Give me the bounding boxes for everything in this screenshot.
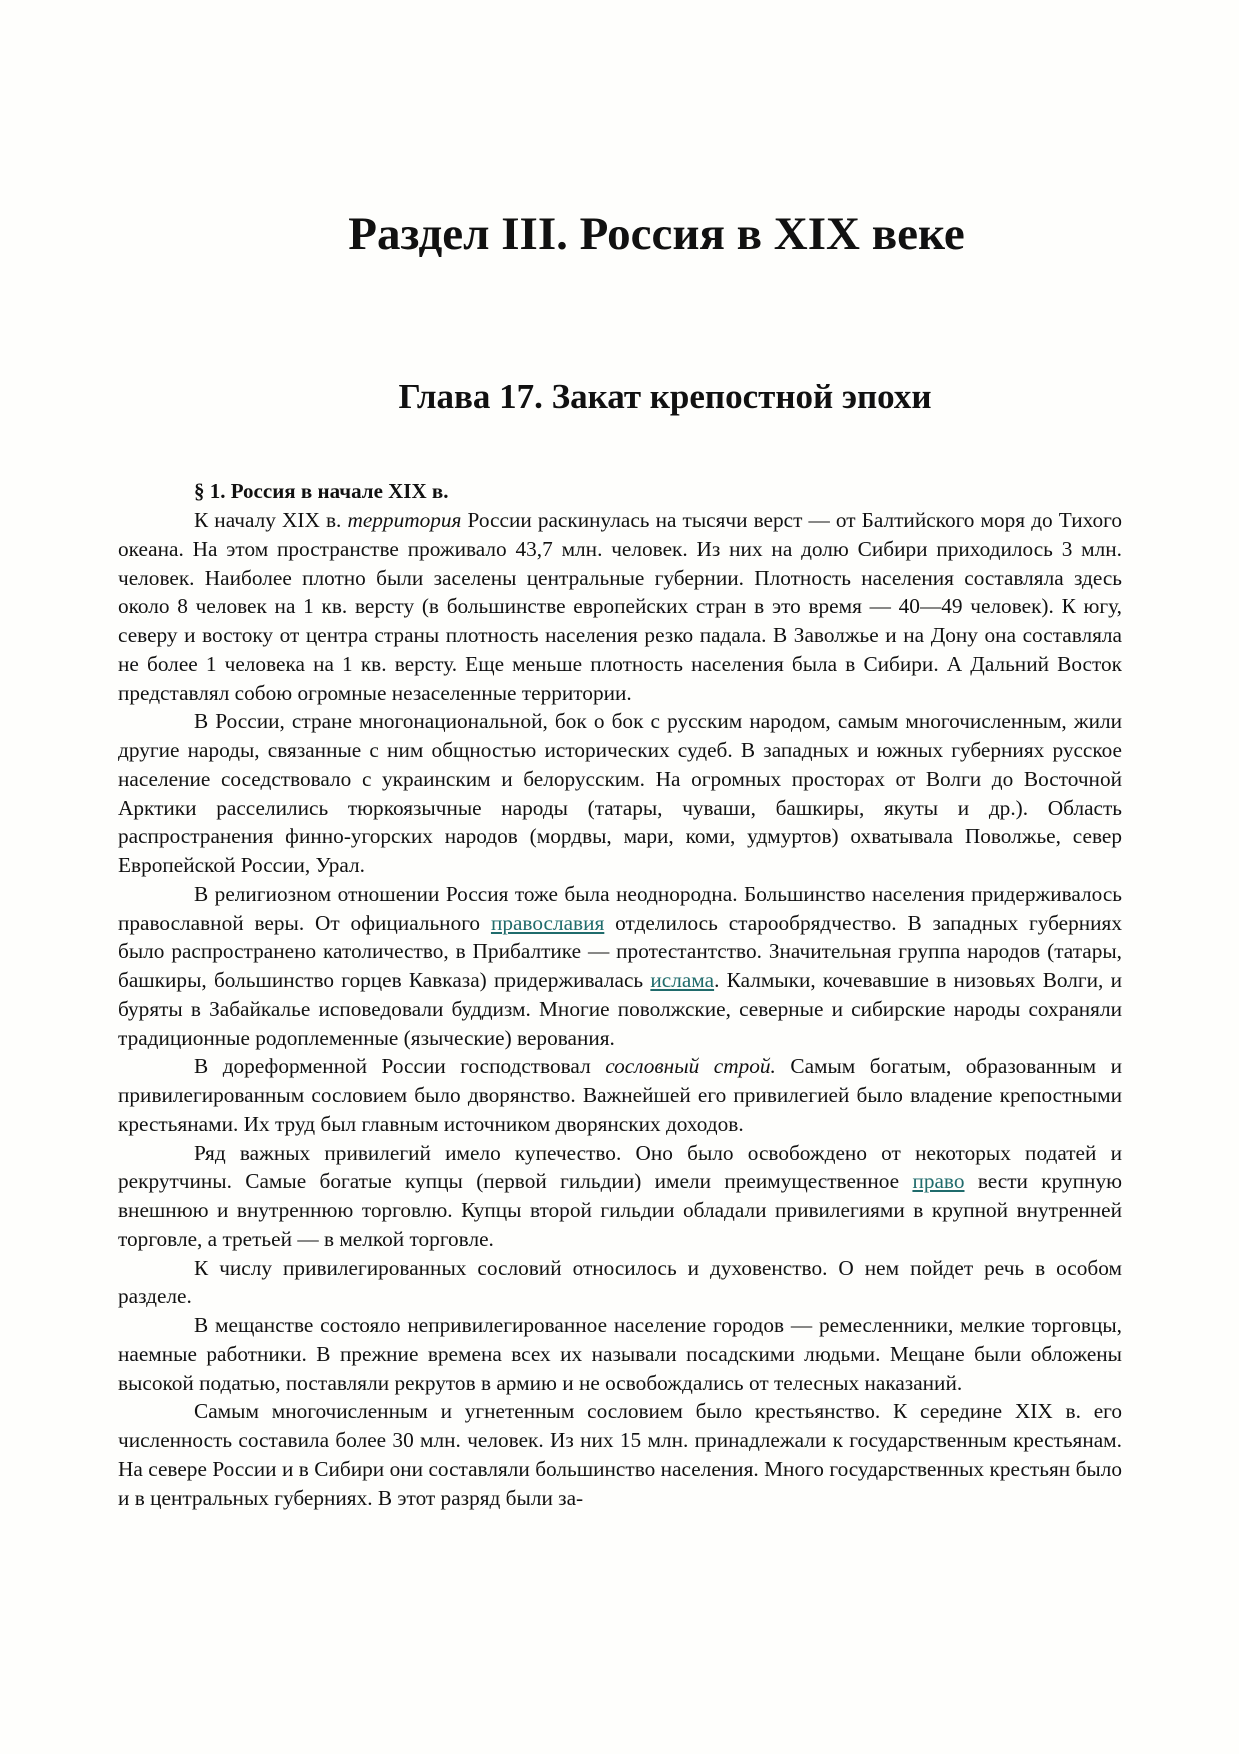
- paragraph-territory: [118, 506, 1122, 707]
- text-run: В религиозном отношении Россия тоже была неоднородна. Большинство населения придерживалось православной веры. От официального: [118, 881, 1122, 935]
- paragraph-religion: [118, 880, 1122, 1053]
- chapter-title: Глава 17. Закат крепостной эпохи: [398, 377, 932, 416]
- link-islam[interactable]: ислама: [650, 968, 715, 992]
- paragraph-heading: § 1. Россия в начале XIX в.: [194, 479, 449, 503]
- text-run: К началу XIX в.: [194, 508, 348, 532]
- emphasis-estate-system: сословный строй.: [605, 1054, 776, 1079]
- link-right[interactable]: право: [912, 1169, 965, 1194]
- paragraph-estates: [118, 1052, 1122, 1138]
- text-run: Ряд важных привилегий имело купечество. Оно было освобождено от некоторых податей и рекрутчины. Самые богатые купцы (первой гильдии) имели преимущественное: [118, 1140, 1122, 1194]
- paragraph-peoples: В России, стране многонациональной, бок о бок с русским народом, самым многочисленным, жили другие народы, связанные с ним общностью исторических судеб. В западных и южных губерниях русское население соседствовало с украинским и белорусским. На огромных просторах от Волги до Восточной Арктики расселились тюркоязычные народы (татары, чуваши, башкиры, якуты и др.). Область распространения финно-угорских народов (мордвы, мари, коми, удмуртов) охватывала Поволжье, север Европейской России, Урал.: [118, 709, 1122, 877]
- link-orthodoxy[interactable]: православия: [490, 910, 605, 935]
- text-run: отделилось старообрядчество. В западных губерниях было распространено католичество, в Прибалтике — протестантство. Значительная группа народов (татары, башкиры, большинство горцев Кавказа) придерживалась: [118, 910, 1122, 992]
- text-run: Самым богатым, образованным и привилегированным сословием было дворянство. Важнейшей его привилегией было владение крепостными крестьянами. Их труд был главным источником дворянских доходов.: [118, 1054, 1122, 1136]
- text-run: вести крупную внешнюю и внутреннюю торговлю. Купцы второй гильдии обладали привилегиями в крупной внутренней торговле, а третьей — в мелкой торговле.: [118, 1169, 1122, 1251]
- text-run: В дореформенной России господствовал: [194, 1054, 606, 1079]
- paragraph-peasantry: Самым многочисленным и угнетенным сословием было крестьянство. К середине XIX в. его численность составила более 30 млн. человек. Из них 15 млн. принадлежали к государственным крестьянам. На севере России и в Сибири они составляли большинство населения. Много государственных крестьян было и в центральных губерниях. В этот разряд были за-: [118, 1399, 1122, 1510]
- text-run: . Калмыки, кочевавшие в низовьях Волги, и буряты в Забайкалье исповедовали буддизм. Многие поволжские, северные и сибирские народы сохраняли традиционные родоплеменные (языческие) верования.: [118, 968, 1122, 1050]
- emphasis-territory: территория: [347, 508, 462, 532]
- paragraph-townspeople: В мещанстве состояло непривилегированное население городов — ремесленники, мелкие торговцы, наемные работники. В прежние времена всех их называли посадскими людьми. Мещане были обложены высокой податью, поставляли рекрутов в армию и не освобождались от телесных наказаний.: [118, 1313, 1122, 1395]
- text-run: России раскинулась на тысячи верст — от Балтийского моря до Тихого океана. На этом пространстве проживало 43,7 млн. человек. Из них на долю Сибири приходилось 3 млн. человек. Наиболее плотно были заселены центральные губернии. Плотность населения составляла здесь около 8 человек на 1 кв. версту (в большинстве европейских стран в это время — 40—49 человек). К югу, северу и востоку от центра страны плотность населения резко падала. В Заволжье и на Дону она составляла не более 1 человека на 1 кв. версту. Еще меньше плотность населения была в Сибири. А Дальний Восток представлял собою огромные незаселенные территории.: [118, 508, 1122, 705]
- paragraph-clergy: К числу привилегированных сословий относилось и духовенство. О нем пойдет речь в особом разделе.: [118, 1255, 1122, 1309]
- section-title: Раздел III. Россия в XIX веке: [348, 208, 965, 260]
- paragraph-merchants: [118, 1139, 1122, 1254]
- body-text: [118, 477, 1122, 1512]
